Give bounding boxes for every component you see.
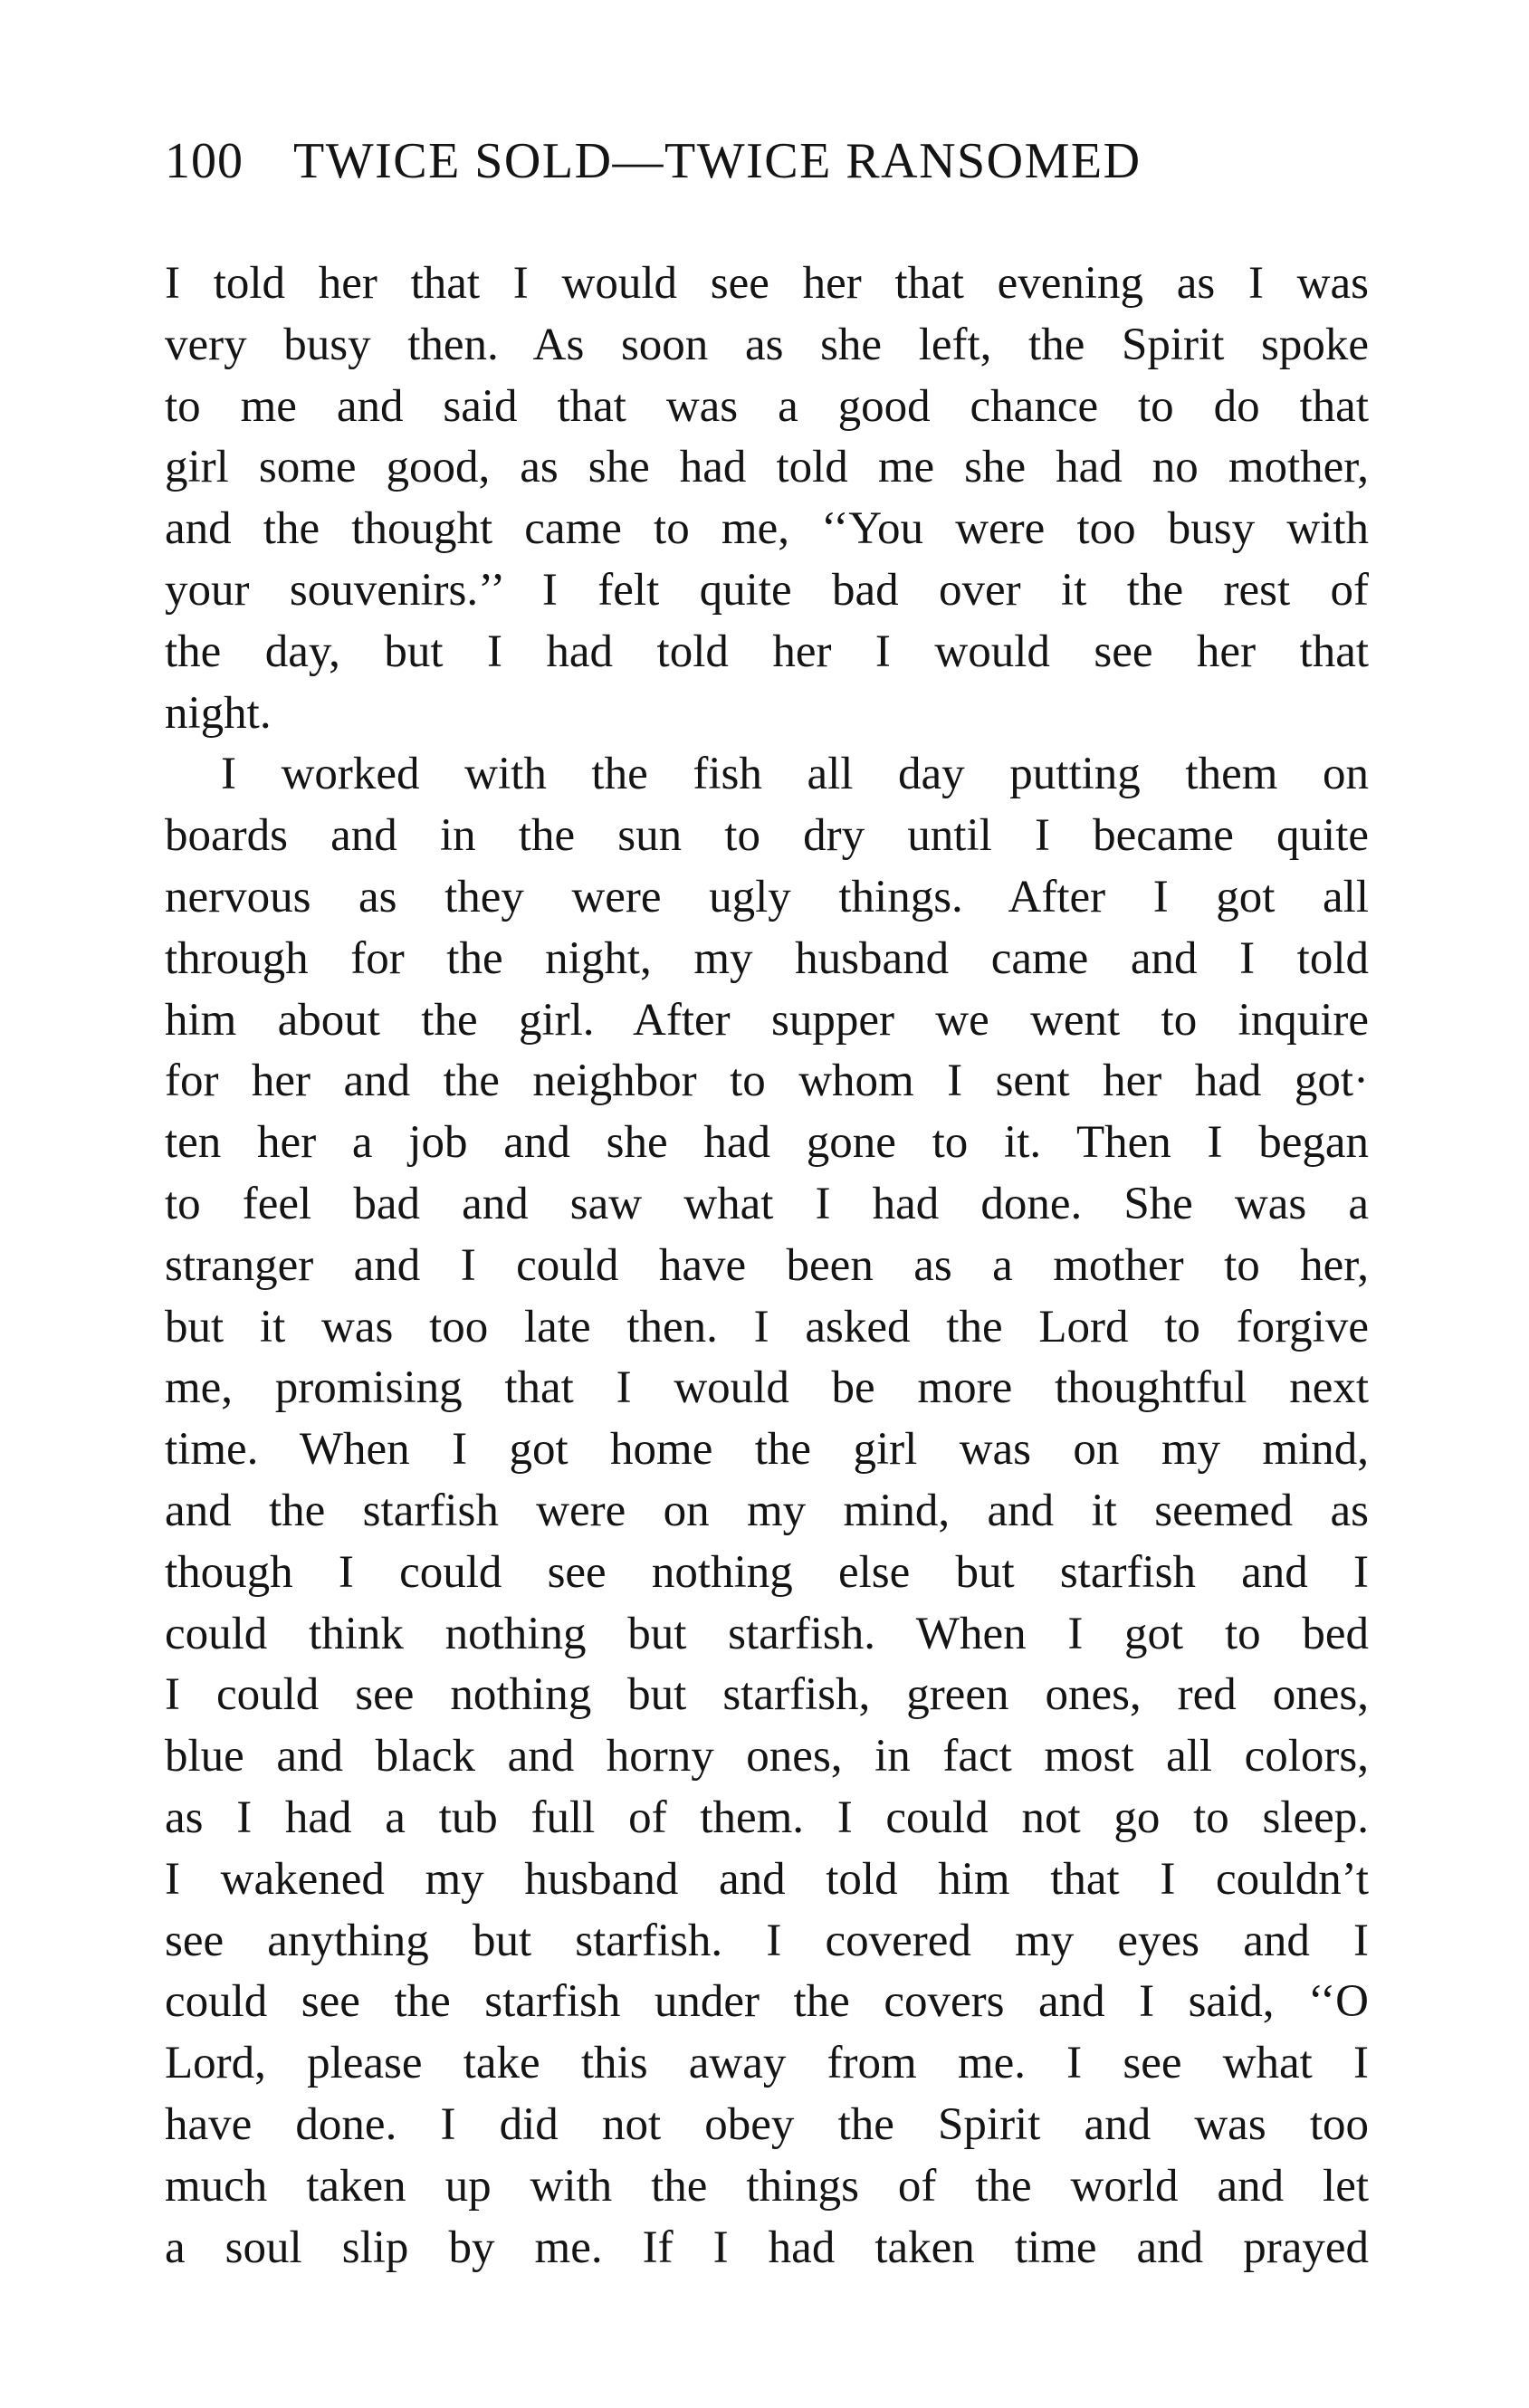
text-line: very busy then. As soon as she left, the Spirit spoke	[165, 319, 1369, 370]
text-line: see anything but starfish. I covered my eyes and I	[165, 1915, 1369, 1966]
text-line: through for the night, my husband came and I told	[165, 932, 1369, 984]
text-line: could see the starfish under the covers and I said, ‘‘O	[165, 1976, 1369, 2028]
text-line: him about the girl. After supper we went to inquire	[165, 994, 1369, 1046]
text-line: boards and in the sun to dry until I became quite	[165, 810, 1369, 862]
text-line: ten her a job and she had gone to it. Then I began	[165, 1117, 1369, 1169]
text-line: and the starfish were on my mind, and it seemed as	[165, 1485, 1369, 1536]
text-line: your souvenirs.’’ I felt quite bad over it the rest of	[165, 564, 1369, 616]
text-line: blue and black and horny ones, in fact most all colors,	[165, 1731, 1369, 1782]
text-line: time. When I got home the girl was on my mind,	[165, 1424, 1369, 1476]
text-line: but it was too late then. I asked the Lord to forgive	[165, 1301, 1369, 1352]
text-line: though I could see nothing else but starfish and I	[165, 1546, 1369, 1598]
text-line: have done. I did not obey the Spirit and was too	[165, 2098, 1369, 2150]
body-text	[165, 253, 1369, 2279]
text-line: I wakened my husband and told him that I couldn’t	[165, 1853, 1369, 1905]
text-line: as I had a tub full of them. I could not go to sleep.	[165, 1792, 1369, 1843]
text-line: I could see nothing but starfish, green ones, red ones,	[165, 1669, 1369, 1721]
text-line: and the thought came to me, ‘‘You were too busy with	[165, 503, 1369, 555]
text-line: to me and said that was a good chance to do that	[165, 380, 1369, 432]
text-line: to feel bad and saw what I had done. She was a	[165, 1178, 1369, 1229]
page-number: 100	[165, 133, 244, 189]
text-line: I worked with the fish all day putting them on	[221, 749, 1369, 800]
text-line: a soul slip by me. If I had taken time and prayed	[165, 2222, 1369, 2273]
book-title: TWICE SOLD—TWICE RANSOMED	[293, 133, 1142, 189]
text-line: I told her that I would see her that evening as I was	[165, 258, 1369, 309]
text-line: the day, but I had told her I would see her that	[165, 626, 1369, 677]
text-line: stranger and I could have been as a mother to her,	[165, 1239, 1369, 1291]
text-line: could think nothing but starfish. When I got to bed	[165, 1608, 1369, 1659]
text-line: nervous as they were ugly things. After I got all	[165, 871, 1369, 922]
running-head	[165, 125, 1142, 197]
text-line: girl some good, as she had told me she had no mother,	[165, 442, 1369, 493]
text-line: Lord, please take this away from me. I see what I	[165, 2038, 1369, 2089]
text-line: me, promising that I would be more thoughtful next	[165, 1362, 1369, 1414]
text-line: night.	[165, 687, 272, 739]
text-line: much taken up with the things of the world and let	[165, 2160, 1369, 2212]
text-line: for her and the neighbor to whom I sent her had got·	[165, 1056, 1369, 1107]
